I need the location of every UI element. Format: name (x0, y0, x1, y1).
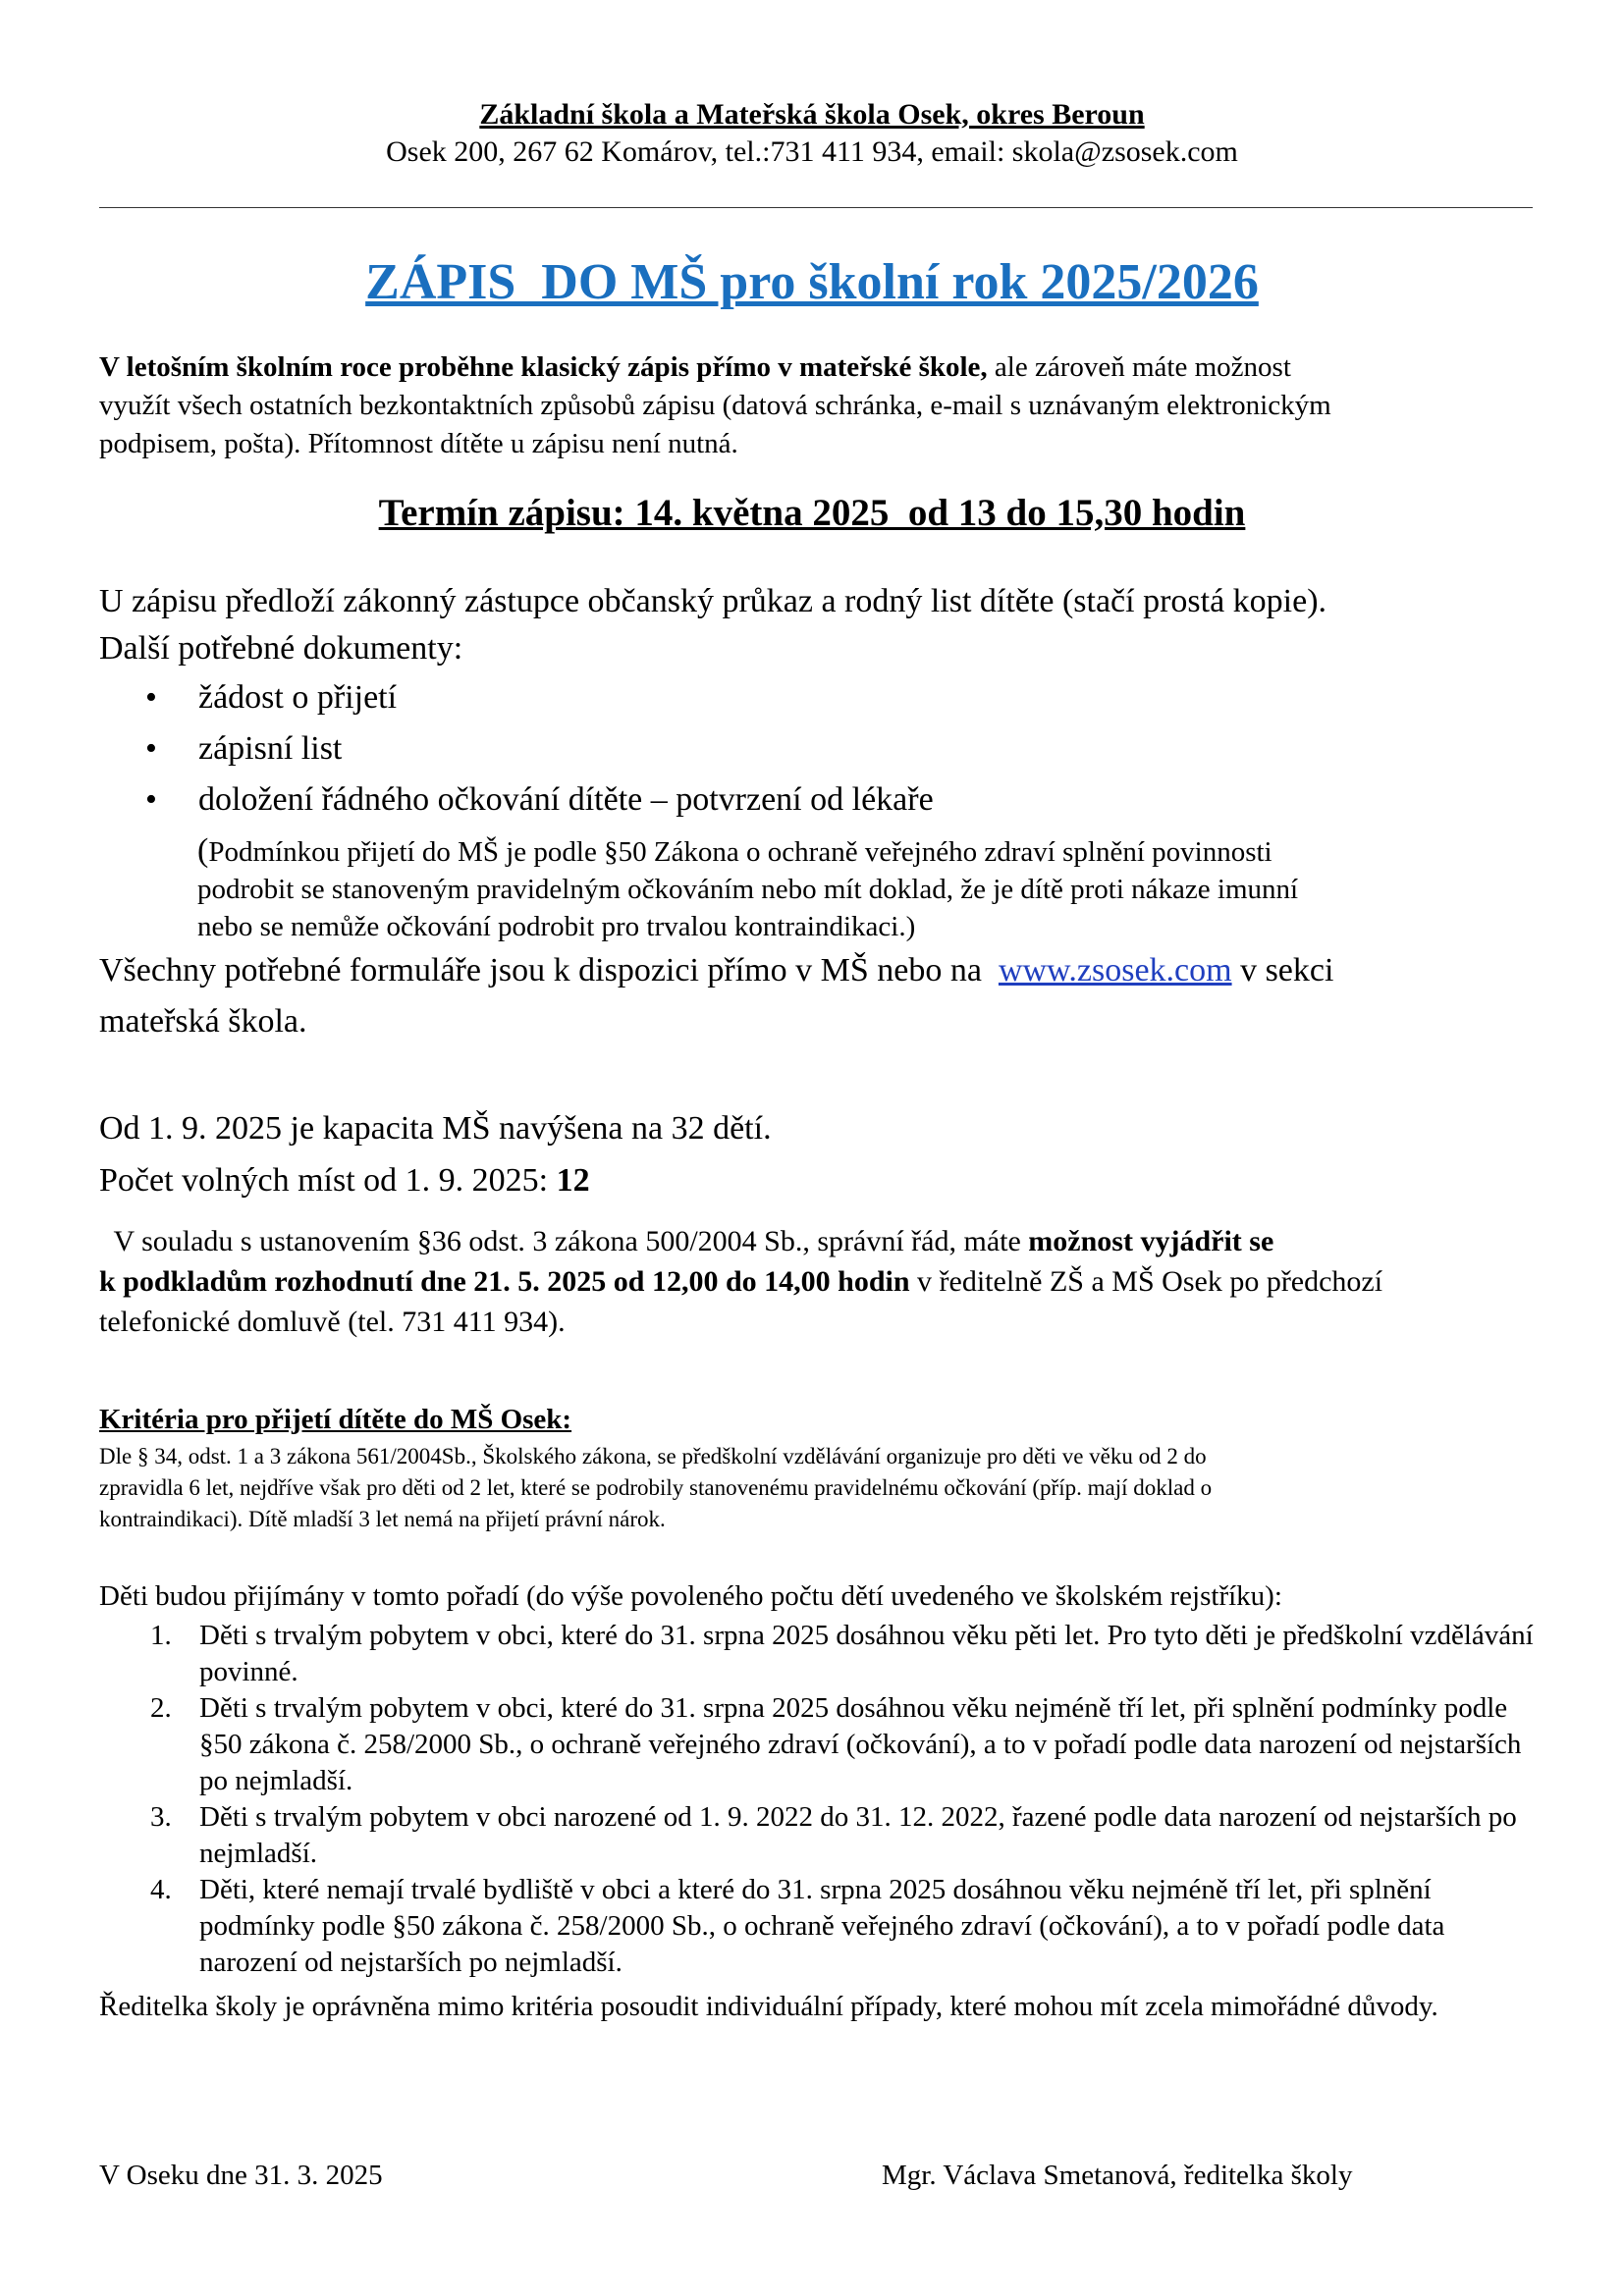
note-paren: ( (197, 832, 209, 869)
termin-heading: Termín zápisu: 14. května 2025 od 13 do 15,30 hodin (378, 492, 1246, 534)
forms-line2: mateřská škola. (99, 1003, 307, 1040)
list-item: 1. Děti s trvalým pobytem v obci, které do 31. srpna 2025 dosáhnou věku pěti let. Pro tyto děti je předškolní vzdělávání povinné. (150, 1620, 1534, 1687)
intro-line3: podpisem, pošta). Přítomnost dítěte u zápisu není nutná. (99, 428, 738, 459)
intro-line2: využít všech ostatních bezkontaktních způsobů zápisu (datová schránka, e-mail s uznávaným elektronickým (99, 390, 1331, 421)
website-link[interactable]: www.zsosek.com (998, 952, 1232, 988)
documents-list (145, 672, 934, 826)
podklady-paragraph: V souladu s ustanovením §36 odst. 3 zákona 500/2004 Sb., správní řád, máte možnost vyjádřit se k podkladům rozhodnutí dne 21. 5. 2025 od 12,00 do 14,00 hodin v ředitelně ZŠ a MŠ Osek po předchozí telefonické domluvě (tel. 731 411 934). (99, 1225, 1383, 1338)
bullet-icon: • (145, 679, 157, 716)
page-title: ZÁPIS DO MŠ pro školní rok 2025/2026 (365, 254, 1259, 310)
signature-name: Mgr. Václava Smetanová, ředitelka školy (882, 2160, 1353, 2191)
capacity-line2: Počet volných míst od 1. 9. 2025: 12 (99, 1162, 590, 1199)
school-name: Základní škola a Mateřská škola Osek, okres Beroun (479, 98, 1145, 131)
intro-paragraph (99, 348, 1533, 463)
criteria-text: Dle § 34, odst. 1 a 3 zákona 561/2004Sb., Školského zákona, se předškolní vzdělávání organizuje pro děti ve věku od 2 do zpravidla 6 let, nejdříve však pro děti od 2 let, které se podrobily stanovenému pravidelnému očkování (příp. mají doklad o kontraindikaci). Dítě mladší 3 let nemá na přijetí právní nárok. (99, 1444, 1213, 1531)
documents-line2: Další potřebné dokumenty: (99, 630, 463, 667)
list-item: • doložení řádného očkování dítěte – potvrzení od lékaře (145, 774, 934, 826)
intro-bold: V letošním školním roce proběhne klasický zápis přímo v mateřské škole, (99, 351, 988, 383)
list-item: • zápisní list (145, 723, 934, 774)
bullet-icon: • (145, 781, 157, 818)
list-item: 3. Děti s trvalým pobytem v obci narozené od 1. 9. 2022 do 31. 12. 2022, řazené podle data narození od nejstarších po nejmladší. (150, 1801, 1517, 1869)
school-address: Osek 200, 267 62 Komárov, tel.:731 411 934, email: skola@zsosek.com (386, 135, 1238, 168)
place-date: V Oseku dne 31. 3. 2025 (99, 2160, 383, 2191)
list-item: 4. Děti, které nemají trvalé bydliště v obci a které do 31. srpna 2025 dosáhnou věku nejméně tří let, při splnění podmínky podle §50 zákona č. 258/2000 Sb., o ochraně veřejného zdraví (očkování), a to v pořadí podle data narození od nejstarších po nejmladší. (150, 1874, 1445, 1978)
order-list (145, 1618, 1540, 1981)
closing-paragraph: Ředitelka školy je oprávněna mimo kritéria posoudit individuální případy, které mohou mít zcela mimořádné důvody. (99, 1991, 1438, 2022)
capacity-line1: Od 1. 9. 2025 je kapacita MŠ navýšena na 32 dětí. (99, 1110, 772, 1147)
list-item: 2. Děti s trvalým pobytem v obci, které do 31. srpna 2025 dosáhnou věku nejméně tří let, při splnění podmínky podle §50 zákona č. 258/2000 Sb., o ochraně veřejného zdraví (očkování), a to v pořadí podle data narození od nejstarších po nejmladší. (150, 1692, 1522, 1796)
list-item: • žádost o přijetí (145, 672, 934, 723)
criteria-heading: Kritéria pro přijetí dítěte do MŠ Osek: (99, 1404, 572, 1435)
free-places-value: 12 (556, 1162, 590, 1199)
bullet-icon: • (145, 730, 157, 767)
header-divider (99, 207, 1533, 208)
forms-line1: Všechny potřebné formuláře jsou k dispozici přímo v MŠ nebo na www.zsosek.com v sekci (99, 952, 1334, 988)
documents-line1: U zápisu předloží zákonný zástupce občanský průkaz a rodný list dítěte (stačí prostá kopie). (99, 583, 1327, 619)
vaccination-note: (Podmínkou přijetí do MŠ je podle §50 Zákona o ochraně veřejného zdraví splnění povinnosti podrobit se stanoveným pravidelným očkováním nebo mít doklad, že je dítě proti nákaze imunní nebo se nemůže očkování podrobit pro trvalou kontraindikaci.) (197, 832, 1299, 942)
order-intro: Děti budou přijímány v tomto pořadí (do výše povoleného počtu dětí uvedeného ve školském rejstříku): (99, 1580, 1282, 1612)
intro-rest: ale zároveň máte možnost (987, 351, 1291, 383)
